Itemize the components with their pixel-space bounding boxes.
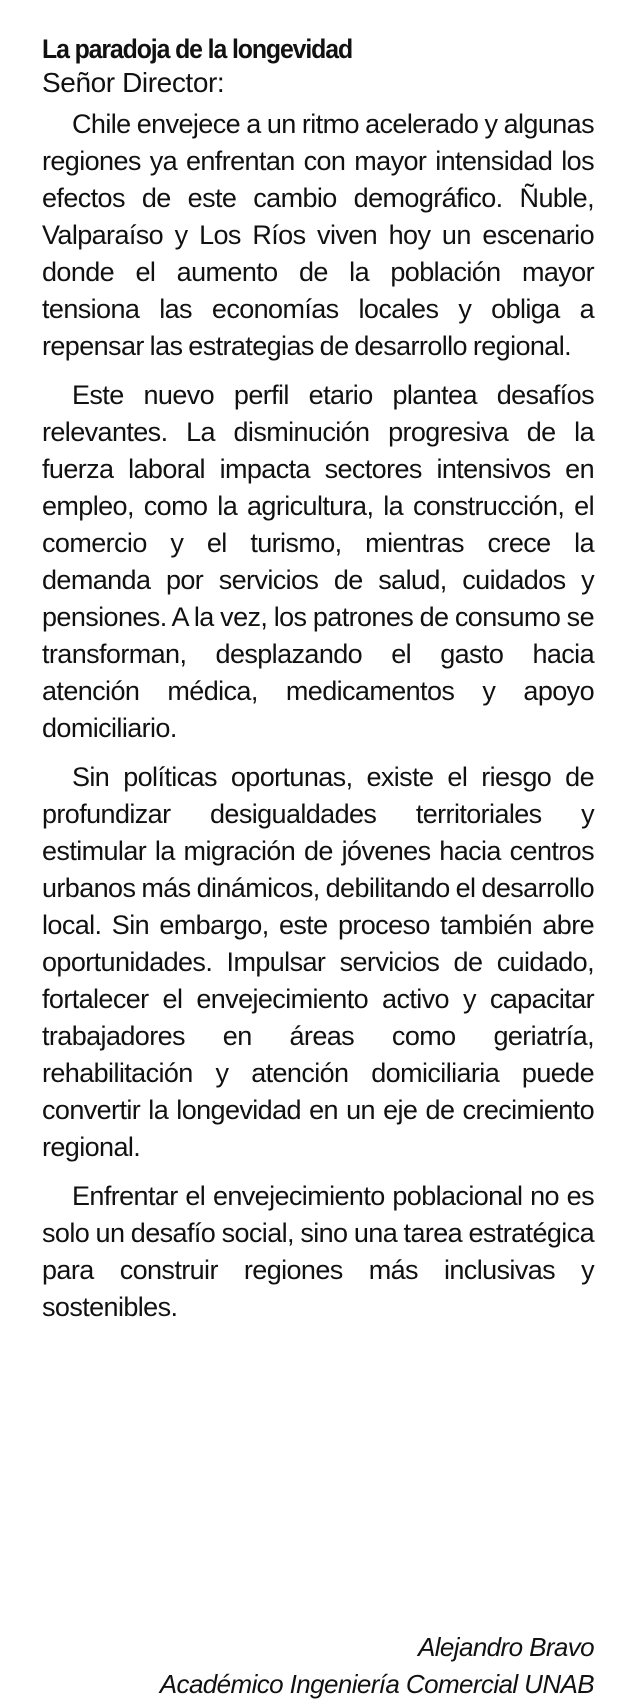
- letter-headline: La paradoja de la longevidad: [42, 34, 353, 64]
- letter-signature: [160, 1629, 594, 1703]
- letter-paragraph-3: Sin políticas oportunas, existe el riesgo de profundizar desigualdades territoriales y estimular la migración de jóvenes hacia centros urbanos más dinámicos, debilitando el desarrollo local. Sin embargo, este proceso también abre oportunidades. Impulsar servicios de cuidado, fortalecer el envejecimiento activo y capacitar trabajadores en áreas como geriatría, rehabilitación y atención domiciliaria puede convertir la longevidad en un eje de crecimiento regional.: [42, 762, 594, 1162]
- letter-salutation: Señor Director:: [42, 67, 225, 98]
- letter-to-editor: [42, 32, 594, 1338]
- letter-paragraph-2: Este nuevo perfil etario plantea desafíos relevantes. La disminución progresiva de la fuerza laboral impacta sectores intensivos en empleo, como la agricultura, la construcción, el comercio y el turismo, mientras crece la demanda por servicios de salud, cuidados y pensiones. A la vez, los patrones de consumo se transforman, desplazando el gasto hacia atención médica, medicamentos y apoyo domiciliario.: [42, 380, 594, 743]
- letter-paragraph-4: Enfrentar el envejecimiento poblacional no es solo un desafío social, sino una tarea estratégica para construir regiones más inclusivas y sostenibles.: [42, 1181, 594, 1322]
- author-name: Alejandro Bravo: [418, 1632, 594, 1662]
- author-title: Académico Ingeniería Comercial UNAB: [159, 1669, 594, 1699]
- letter-paragraph-1: Chile envejece a un ritmo acelerado y algunas regiones ya enfrentan con mayor intensidad los efectos de este cambio demográfico. Ñuble, Valparaíso y Los Ríos viven hoy un escenario donde el aumento de la población mayor tensiona las economías locales y obliga a repensar las estrategias de desarrollo regional.: [42, 109, 594, 361]
